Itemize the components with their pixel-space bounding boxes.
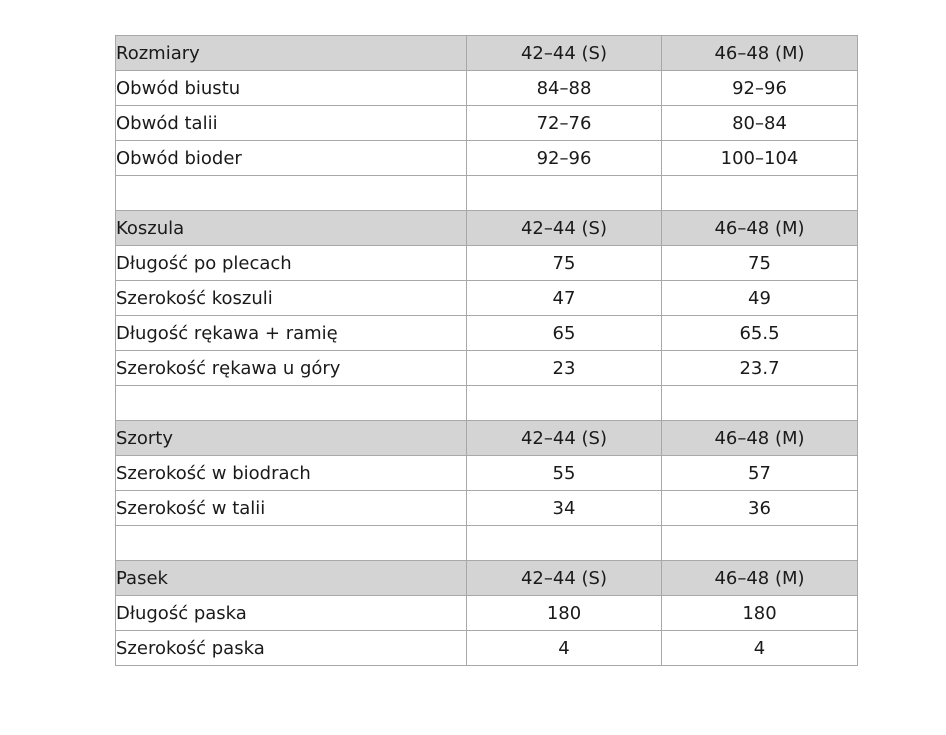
header-size-s: 42–44 (S) bbox=[467, 211, 662, 246]
value-s: 34 bbox=[467, 491, 662, 526]
table-row bbox=[116, 281, 858, 316]
value-m: 180 bbox=[662, 596, 858, 631]
header-size-m: 46–48 (M) bbox=[662, 421, 858, 456]
value-s: 92–96 bbox=[467, 141, 662, 176]
row-label: Szerokość w talii bbox=[116, 491, 467, 526]
value-s: 47 bbox=[467, 281, 662, 316]
value-m: 4 bbox=[662, 631, 858, 666]
table-row bbox=[116, 106, 858, 141]
value-m: 100–104 bbox=[662, 141, 858, 176]
value-m: 57 bbox=[662, 456, 858, 491]
table-row bbox=[116, 246, 858, 281]
row-label: Szerokość w biodrach bbox=[116, 456, 467, 491]
table-row bbox=[116, 351, 858, 386]
empty-cell bbox=[467, 526, 662, 561]
section-header-szorty bbox=[116, 421, 858, 456]
empty-cell bbox=[467, 176, 662, 211]
header-size-s: 42–44 (S) bbox=[467, 421, 662, 456]
empty-cell bbox=[116, 386, 467, 421]
row-label: Obwód biustu bbox=[116, 71, 467, 106]
empty-cell bbox=[116, 176, 467, 211]
section-header-koszula bbox=[116, 211, 858, 246]
value-m: 36 bbox=[662, 491, 858, 526]
header-size-m: 46–48 (M) bbox=[662, 561, 858, 596]
value-s: 75 bbox=[467, 246, 662, 281]
row-label: Obwód bioder bbox=[116, 141, 467, 176]
header-label: Pasek bbox=[116, 561, 467, 596]
header-label: Rozmiary bbox=[116, 36, 467, 71]
value-m: 92–96 bbox=[662, 71, 858, 106]
table-row bbox=[116, 71, 858, 106]
row-label: Obwód talii bbox=[116, 106, 467, 141]
empty-cell bbox=[662, 526, 858, 561]
header-label: Szorty bbox=[116, 421, 467, 456]
value-m: 49 bbox=[662, 281, 858, 316]
section-header-rozmiary bbox=[116, 36, 858, 71]
value-s: 65 bbox=[467, 316, 662, 351]
value-s: 4 bbox=[467, 631, 662, 666]
row-label: Szerokość rękawa u góry bbox=[116, 351, 467, 386]
value-s: 84–88 bbox=[467, 71, 662, 106]
header-label: Koszula bbox=[116, 211, 467, 246]
table-row bbox=[116, 631, 858, 666]
empty-cell bbox=[116, 526, 467, 561]
table-row bbox=[116, 456, 858, 491]
table-row bbox=[116, 491, 858, 526]
empty-cell bbox=[662, 176, 858, 211]
value-m: 65.5 bbox=[662, 316, 858, 351]
value-m: 80–84 bbox=[662, 106, 858, 141]
value-s: 180 bbox=[467, 596, 662, 631]
spacer-row bbox=[116, 176, 858, 211]
empty-cell bbox=[467, 386, 662, 421]
section-header-pasek bbox=[116, 561, 858, 596]
spacer-row bbox=[116, 526, 858, 561]
empty-cell bbox=[662, 386, 858, 421]
row-label: Długość po plecach bbox=[116, 246, 467, 281]
value-m: 23.7 bbox=[662, 351, 858, 386]
header-size-s: 42–44 (S) bbox=[467, 561, 662, 596]
row-label: Szerokość paska bbox=[116, 631, 467, 666]
row-label: Długość rękawa + ramię bbox=[116, 316, 467, 351]
table-row bbox=[116, 596, 858, 631]
value-m: 75 bbox=[662, 246, 858, 281]
header-size-s: 42–44 (S) bbox=[467, 36, 662, 71]
header-size-m: 46–48 (M) bbox=[662, 211, 858, 246]
size-chart-table bbox=[115, 35, 858, 666]
spacer-row bbox=[116, 386, 858, 421]
value-s: 55 bbox=[467, 456, 662, 491]
header-size-m: 46–48 (M) bbox=[662, 36, 858, 71]
value-s: 23 bbox=[467, 351, 662, 386]
value-s: 72–76 bbox=[467, 106, 662, 141]
table-row bbox=[116, 316, 858, 351]
row-label: Długość paska bbox=[116, 596, 467, 631]
table-row bbox=[116, 141, 858, 176]
row-label: Szerokość koszuli bbox=[116, 281, 467, 316]
